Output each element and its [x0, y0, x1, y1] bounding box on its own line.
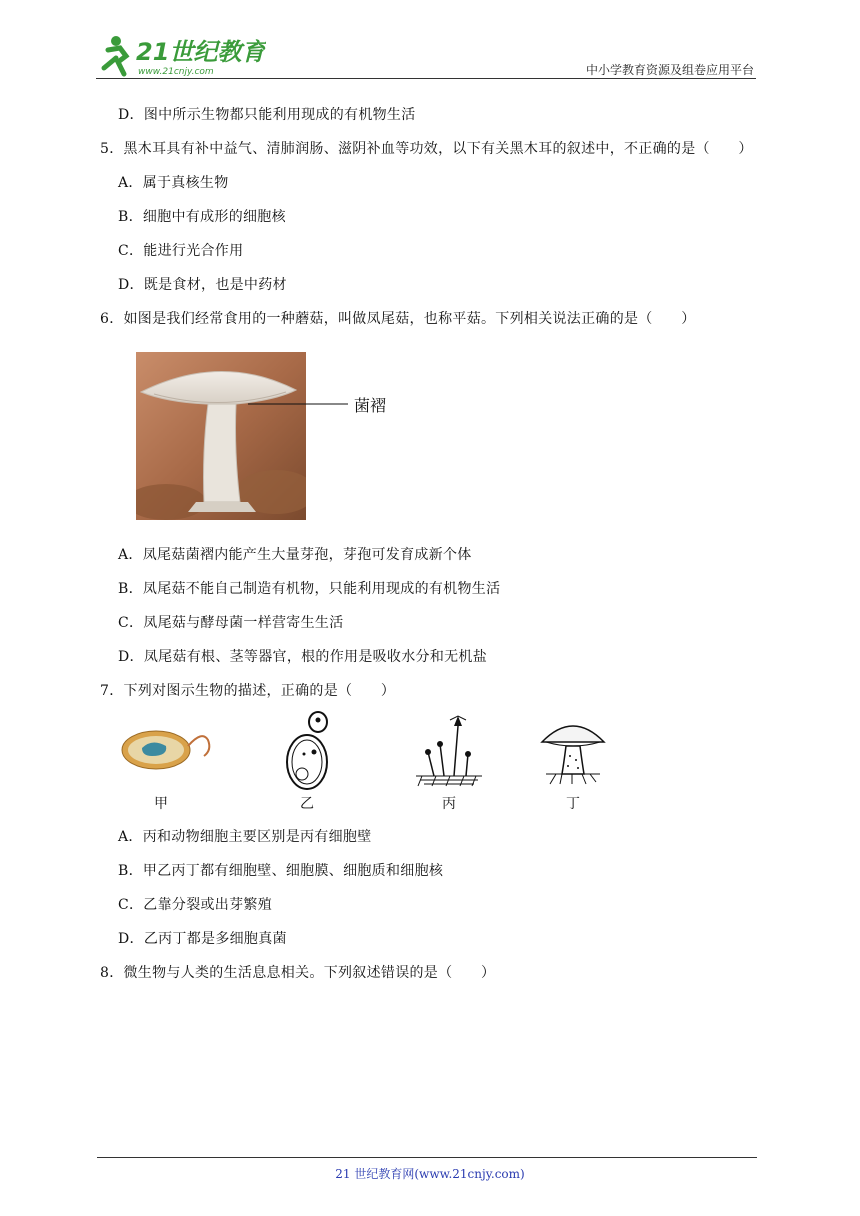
q5-stem: 5．黑木耳具有补中益气、清肺润肠、滋阴补血等功效，以下有关黑木耳的叙述中，不正确的是（ ）	[100, 141, 753, 157]
gill-label: 菌褶	[354, 396, 387, 415]
mold-figure	[414, 714, 484, 788]
figure-label-jia: 甲	[154, 796, 168, 812]
q6-option-a: A．凤尾菇菌褶内能产生大量芽孢，芽孢可发育成新个体	[118, 547, 472, 563]
q8-stem: 8．微生物与人类的生活息息相关。下列叙述错误的是（ ）	[100, 965, 496, 981]
bacterium-figure	[118, 726, 218, 776]
q7-option-a: A．丙和动物细胞主要区别是丙有细胞壁	[118, 829, 372, 845]
mushroom-figure	[538, 716, 608, 786]
logo-url: www.21cnjy.com	[138, 67, 214, 77]
header-divider	[96, 78, 756, 79]
yeast-figure	[282, 710, 332, 792]
figure-label-ding: 丁	[566, 796, 580, 812]
oyster-mushroom-photo	[136, 352, 306, 520]
gill-pointer-line	[248, 402, 348, 406]
q6-option-c: C．凤尾菇与酵母菌一样营寄生生活	[118, 615, 344, 631]
footer-link[interactable]: 21 世纪教育网(www.21cnjy.com)	[335, 1167, 525, 1181]
q5-option-a: A．属于真核生物	[118, 175, 229, 191]
logo-text: 21世纪教育	[136, 38, 266, 66]
footer-divider	[97, 1157, 757, 1158]
q6-stem: 6．如图是我们经常食用的一种蘑菇，叫做凤尾菇，也称平菇。下列相关说法正确的是（ ）	[100, 311, 696, 327]
q7-stem: 7．下列对图示生物的描述，正确的是（ ）	[100, 683, 396, 699]
platform-name: 中小学教育资源及组卷应用平台	[585, 63, 754, 77]
q5-option-c: C．能进行光合作用	[118, 243, 244, 259]
q4-option-d: D．图中所示生物都只能利用现成的有机物生活	[118, 107, 416, 123]
q6-option-d: D．凤尾菇有根、茎等器官，根的作用是吸收水分和无机盐	[118, 649, 488, 665]
q5-option-b: B．细胞中有成形的细胞核	[118, 209, 286, 225]
q6-option-b: B．凤尾菇不能自己制造有机物，只能利用现成的有机物生活	[118, 581, 501, 597]
figure-label-yi: 乙	[300, 796, 314, 812]
runner-icon	[104, 36, 126, 74]
q7-option-d: D．乙丙丁都是多细胞真菌	[118, 931, 287, 947]
site-logo	[96, 32, 266, 80]
q7-option-c: C．乙靠分裂或出芽繁殖	[118, 897, 273, 913]
q7-option-b: B．甲乙丙丁都有细胞壁、细胞膜、细胞质和细胞核	[118, 863, 444, 879]
figure-label-bing: 丙	[442, 796, 456, 812]
q5-option-d: D．既是食材，也是中药材	[118, 277, 287, 293]
